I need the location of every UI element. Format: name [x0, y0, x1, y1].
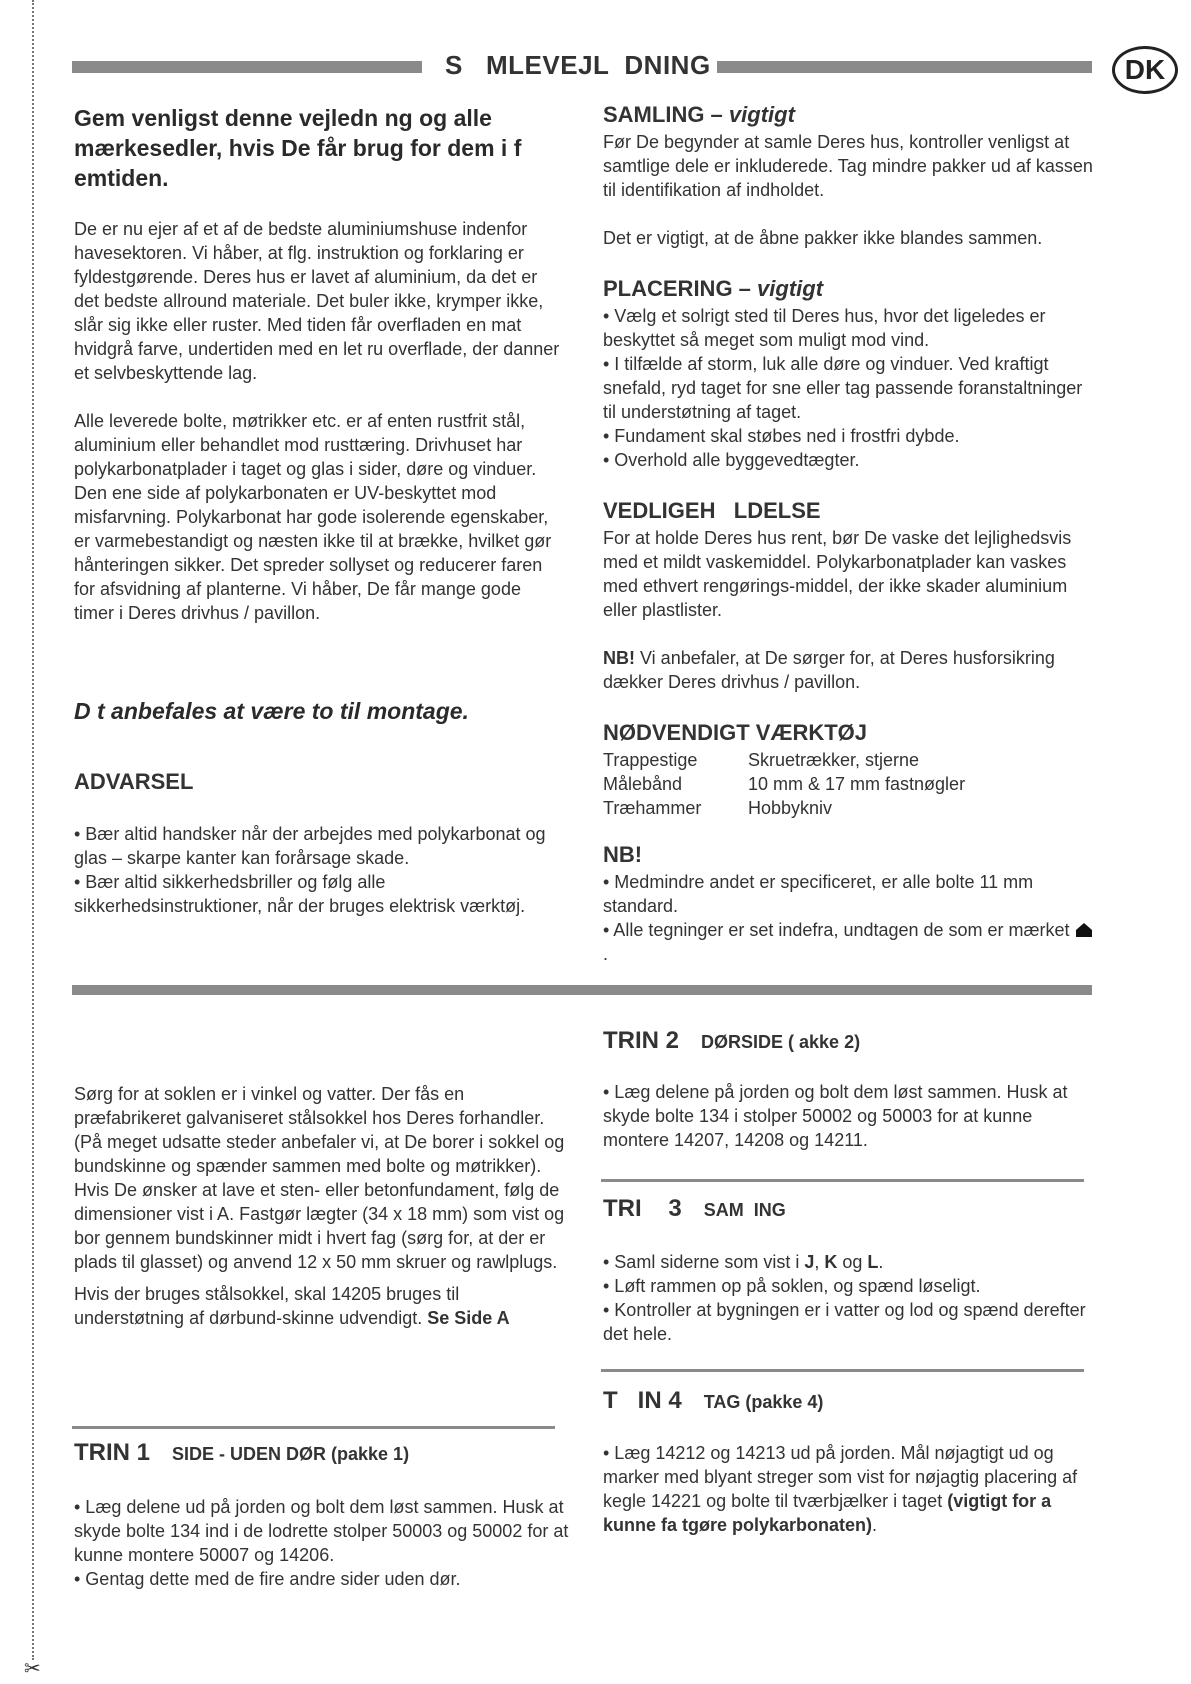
separator: ,	[814, 1252, 825, 1272]
trin1-item: • Læg delene ud på jorden og bolt dem løst sammen. Husk at skyde bolte 134 ind i de lodrette stolper 50003 og 50002 for at kunne montere 50007 og 14206.	[74, 1497, 569, 1565]
right-column	[603, 102, 1093, 966]
scissors-icon: ✂	[24, 1658, 41, 1680]
maintenance-heading: VEDLIGEH LDELSE	[603, 498, 821, 523]
tool-item: Trappestige	[603, 750, 698, 770]
foundation-paragraph-2: Hvis De ønsker at lave et sten- eller betonfundament, følg de dimensioner vist i A. Fastgør lægter (34 x 18 mm) som vist og bor gennem bundskinner midt i hvert fag (sørg for, at der er plads til glasset) og anvend 12 x 50 mm skruer og rawlplugs.	[74, 1180, 565, 1272]
trin1-divider	[72, 1426, 555, 1429]
period: .	[878, 1252, 884, 1272]
insurance-note-text: Vi anbefaler, at De sørger for, at Deres husforsikring dækker Deres drivhus / pavillon.	[603, 648, 1055, 692]
trin1-heading	[74, 1439, 409, 1467]
trin1-number: TRIN 1	[74, 1439, 151, 1466]
insurance-note	[603, 646, 1093, 694]
tool-item: 10 mm & 17 mm fastnøgler	[748, 774, 966, 794]
trin2-paragraph: • Læg delene på jorden og bolt dem løst sammen. Husk at skyde bolte 134 i stolper 50002 og 50003 for at kunne montere 14207, 14208 og 14211.	[603, 1082, 1068, 1150]
period: .	[872, 1515, 878, 1535]
foundation-text	[74, 1082, 569, 1330]
warning-heading: ADVARSEL	[74, 769, 194, 794]
conjunction: og	[837, 1252, 868, 1272]
trin2-text	[603, 1080, 1093, 1152]
maintenance-paragraph: For at holde Deres hus rent, bør De vaske det lejlighedsvis med et mildt vaskemiddel. Polykarbonatplader kan vaskes med ethvert rengørings-middel, der ikke skader aluminium eller plastlister.	[603, 528, 1072, 620]
nb-label: NB!	[603, 648, 635, 668]
intro-paragraph-2: Alle leverede bolte, møtrikker etc. er af enten rustfrit stål, aluminium eller behandlet mod rusttæring. Drivhuset har polykarbonatplader i taget og glas i sider, døre og vinduer. Den ene side af polykarbonaten er UV-beskyttet mod misfarvning. Polykarbonat har gode isolerende egenskaber, er varmebestandigt og næsten ikke til at brække, hvilket gør hånteringen sikker. Det spreder sollyset og reducerer faren for afsvidning af planterne. Vi håber, De får mange gode timer i Deres drivhus / pavillon.	[74, 411, 552, 623]
trin3-text	[603, 1250, 1093, 1346]
page-title: S MLEVEJL DNING	[445, 50, 711, 80]
trin2-title: DØRSIDE ( akke 2)	[701, 1032, 861, 1052]
warning-item: • Bær altid handsker når der arbejdes med polykarbonat og glas – skarpe kanter kan forårsage skade.	[74, 824, 546, 868]
trin3-divider	[601, 1179, 1084, 1182]
samling-paragraph-2: Det er vigtigt, at de åbne pakker ikke blandes sammen.	[603, 228, 1043, 248]
trin3-item-text: • Saml siderne som vist i	[603, 1252, 805, 1272]
title-rule-left	[72, 61, 422, 73]
language-badge: DK	[1112, 46, 1178, 94]
foundation-paragraph-1: Sørg for at soklen er i vinkel og vatter. Der fås en præfabrikeret galvaniseret stålsokkel hos Deres forhandler. (På meget udsatte steder anbefaler vi, at De borer i sokkel og bundskinne og spænder sammen med bolte og møtrikker).	[74, 1084, 565, 1176]
nb2-item	[603, 918, 1093, 966]
placering-item: • Overhold alle byggevedtægter.	[603, 450, 860, 470]
placering-heading	[603, 276, 1093, 302]
tool-item: Hobbykniv	[748, 798, 833, 818]
tool-item: Skruetrækker, stjerne	[748, 750, 920, 770]
trin4-divider	[601, 1369, 1084, 1372]
trin2-heading	[603, 1027, 860, 1055]
trin3-item	[603, 1250, 1093, 1274]
figure-ref-k: K	[824, 1252, 838, 1272]
trin4-important: (vigtigt for a kunne fa tgøre polykarbonaten)	[603, 1491, 1052, 1535]
title-rule-right	[717, 61, 1092, 73]
samling-heading-emphasis: vigtigt	[728, 102, 795, 127]
placering-item: • I tilfælde af storm, luk alle døre og vinduer. Ved kraftigt snefald, ryd taget for sne eller tag passende foranstaltninger til understøtning af taget.	[603, 354, 1083, 422]
trin3-title: SAM ING	[703, 1200, 786, 1220]
two-people-note: D t anbefales at være to til montage.	[74, 698, 469, 724]
trin3-number: TRI 3	[603, 1195, 682, 1222]
tool-item: Træhammer	[603, 798, 702, 818]
see-page-a: Se Side A	[427, 1308, 510, 1328]
trin4-heading	[603, 1387, 823, 1415]
trin3-item: • Løft rammen op på soklen, og spænd løseligt.	[603, 1276, 981, 1296]
trin4-title: TAG (pakke 4)	[703, 1392, 824, 1412]
trin4-text	[603, 1441, 1093, 1537]
samling-paragraph-1: Før De begynder at samle Deres hus, kontroller venligst at samtlige dele er inkluderede. Tag mindre pakker ud af kassen til identifikation af indholdet.	[603, 132, 1093, 200]
nb2-item-end: .	[603, 944, 609, 964]
trin3-item: • Kontroller at bygningen er i vatter og lod og spænd derefter det hele.	[603, 1300, 1086, 1344]
left-column	[74, 217, 564, 625]
samling-heading	[603, 102, 1093, 128]
tools-heading: NØDVENDIGT VÆRKTØJ	[603, 720, 868, 745]
house-exterior-icon	[1075, 922, 1093, 938]
trin1-text	[74, 1495, 569, 1591]
trin1-title: SIDE - UDEN DØR (pakke 1)	[172, 1444, 410, 1464]
warning-list	[74, 822, 569, 918]
trin2-number: TRIN 2	[603, 1027, 680, 1054]
nb2-heading: NB!	[603, 842, 643, 867]
placering-item: • Fundament skal støbes ned i frostfri dybde.	[603, 426, 960, 446]
cut-line	[32, 0, 34, 1660]
foundation-paragraph-3-text: Hvis der bruges stålsokkel, skal 14205 bruges til understøtning af dørbund-skinne udvendigt.	[74, 1284, 460, 1328]
section-divider	[72, 985, 1092, 995]
warning-item: • Bær altid sikkerhedsbriller og følg alle sikkerhedsinstruktioner, når der bruges elektrisk værktøj.	[74, 872, 526, 916]
trin4-number: T IN 4	[603, 1387, 682, 1414]
trin3-heading	[603, 1195, 786, 1223]
intro-paragraph-1: De er nu ejer af et af de bedste aluminiumshuse indenfor havesektoren. Vi håber, at flg. instruktion og forklaring er fyldestgørende. Deres hus er lavet af aluminium, da det er det bedste allround materiale. Det buler ikke, krymper ikke, slår sig ikke eller ruster. Med tiden får overfladen en mat hvidgrå farve, undertiden med en let ru overflade, der danner et selvbeskyttende lag.	[74, 219, 560, 383]
nb2-item: • Medmindre andet er specificeret, er alle bolte 11 mm standard.	[603, 872, 1034, 916]
nb2-item-text: • Alle tegninger er set indefra, undtagen de som er mærket	[603, 920, 1070, 940]
foundation-paragraph-3	[74, 1282, 569, 1330]
trin1-item: • Gentag dette med de fire andre sider uden dør.	[74, 1569, 461, 1589]
intro-notice: Gem venligst denne vejledn ng og alle mærkesedler, hvis De får brug for dem i f emtiden.	[74, 105, 522, 191]
figure-ref-j: J	[804, 1252, 815, 1272]
placering-heading-emphasis: vigtigt	[757, 276, 824, 301]
tools-list	[603, 748, 1093, 820]
placering-heading-text: PLACERING –	[603, 276, 758, 301]
placering-item: • Vælg et solrigt sted til Deres hus, hvor det ligeledes er beskyttet så meget som muligt mod vind.	[603, 306, 1046, 350]
figure-ref-l: L	[867, 1252, 879, 1272]
trin4-paragraph	[603, 1441, 1093, 1537]
trin4-paragraph-text: • Læg 14212 og 14213 ud på jorden. Mål nøjagtigt ud og marker med blyant streger som vist for nøjagtig placering af kegle 14221 og bolte til tværbjælker i taget	[603, 1443, 1078, 1511]
samling-heading-text: SAMLING –	[603, 102, 729, 127]
tool-item: Målebånd	[603, 774, 683, 794]
